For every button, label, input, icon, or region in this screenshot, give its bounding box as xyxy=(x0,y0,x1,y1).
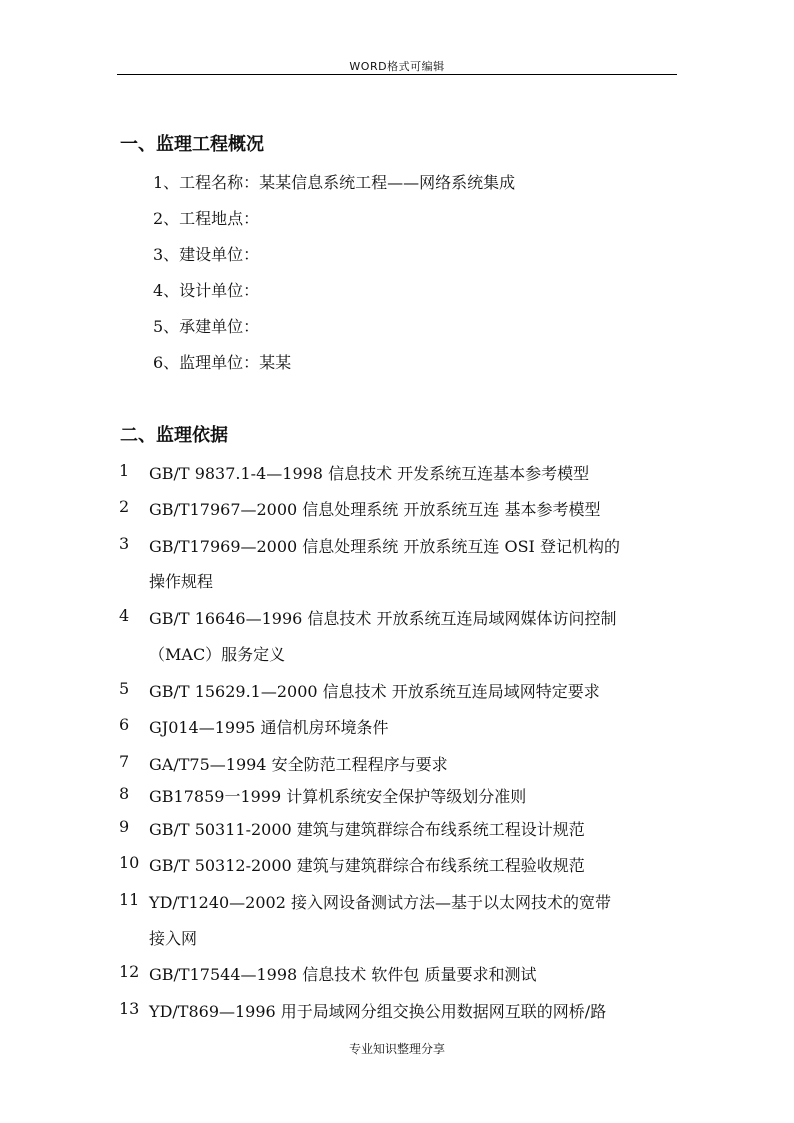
ref-text: YD/T1240—2002 接入网设备测试方法—基于以太网技术的宽带 xyxy=(149,893,611,912)
overview-item: 4、设计单位： xyxy=(153,281,260,300)
ref-text: GB/T 50312-2000 建筑与建筑群综合布线系统工程验收规范 xyxy=(149,856,585,875)
ref-text: GJ014—1995 通信机房环境条件 xyxy=(149,718,389,737)
ref-number: 5 xyxy=(119,679,130,698)
overview-item: 3、建设单位： xyxy=(153,245,260,264)
ref-text-continued: 接入网 xyxy=(149,929,198,948)
ref-text-continued: 操作规程 xyxy=(149,572,214,591)
ref-text: GB/T 50311-2000 建筑与建筑群综合布线系统工程设计规范 xyxy=(149,820,585,839)
page-footer: 专业知识整理分享 xyxy=(348,1042,445,1056)
ref-number: 1 xyxy=(119,461,130,480)
overview-item: 6、监理单位：某某 xyxy=(153,353,292,372)
ref-text: GB/T 15629.1—2000 信息技术 开放系统互连局域网特定要求 xyxy=(149,682,600,701)
overview-item: 1、工程名称：某某信息系统工程——网络系统集成 xyxy=(153,173,516,192)
ref-text: GB/T17967—2000 信息处理系统 开放系统互连 基本参考模型 xyxy=(149,500,601,519)
ref-number: 8 xyxy=(119,784,130,803)
ref-number: 3 xyxy=(119,534,130,553)
ref-text: GA/T75—1994 安全防范工程程序与要求 xyxy=(149,755,448,774)
ref-number: 13 xyxy=(119,999,140,1018)
ref-number: 10 xyxy=(119,853,140,872)
ref-number: 9 xyxy=(119,817,130,836)
overview-item: 5、承建单位： xyxy=(153,317,260,336)
ref-number: 11 xyxy=(119,890,140,909)
ref-text: GB/T 16646—1996 信息技术 开放系统互连局域网媒体访问控制 xyxy=(149,609,617,628)
ref-number: 2 xyxy=(119,497,130,516)
ref-text: GB/T17544—1998 信息技术 软件包 质量要求和测试 xyxy=(149,965,537,984)
ref-text-continued: （MAC）服务定义 xyxy=(149,645,286,664)
section1-heading: 一、监理工程概况 xyxy=(120,134,264,155)
ref-text: GB/T17969—2000 信息处理系统 开放系统互连 OSI 登记机构的 xyxy=(149,537,620,556)
ref-text: YD/T869—1996 用于局域网分组交换公用数据网互联的网桥/路 xyxy=(149,1002,607,1021)
section2-heading: 二、监理依据 xyxy=(120,425,228,446)
ref-number: 6 xyxy=(119,715,130,734)
header-rule xyxy=(117,74,677,75)
page-header: WORD格式可编辑 xyxy=(349,60,445,73)
ref-number: 12 xyxy=(119,962,140,981)
ref-text: GB17859一1999 计算机系统安全保护等级划分准则 xyxy=(149,787,527,806)
overview-item: 2、工程地点： xyxy=(153,209,260,228)
ref-number: 4 xyxy=(119,606,130,625)
ref-text: GB/T 9837.1-4—1998 信息技术 开发系统互连基本参考模型 xyxy=(149,464,590,483)
ref-number: 7 xyxy=(119,752,130,771)
